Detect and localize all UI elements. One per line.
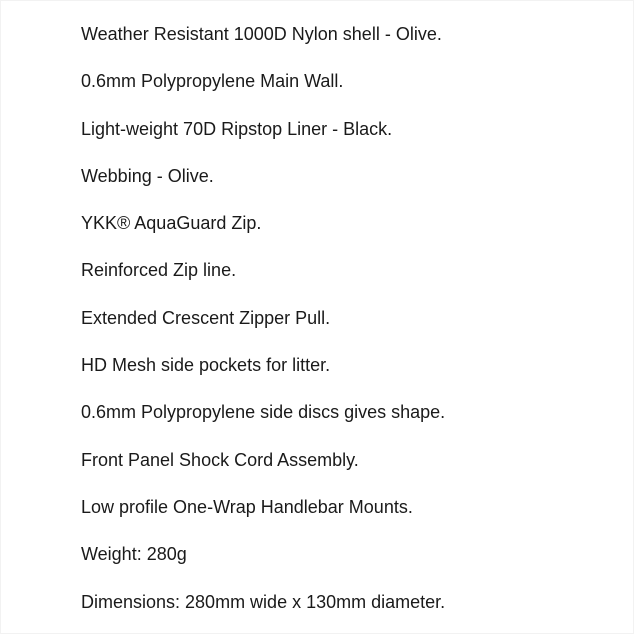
spec-item-mesh-pockets: HD Mesh side pockets for litter. <box>81 355 331 376</box>
spec-item-shell: Weather Resistant 1000D Nylon shell - Olive. <box>81 24 442 44</box>
spec-item-shock-cord: Front Panel Shock Cord Assembly. <box>81 449 359 470</box>
spec-item-weight: Weight: 280g <box>81 544 187 565</box>
spec-item-zipper-pull: Extended Crescent Zipper Pull. <box>81 307 331 328</box>
spec-item-liner: Light-weight 70D Ripstop Liner - Black. <box>81 118 393 139</box>
spec-item-side-discs: 0.6mm Polypropylene side discs gives shape. <box>81 402 446 423</box>
spec-item-dimensions: Dimensions: 280mm wide x 130mm diameter. <box>81 591 446 612</box>
spec-item-zip: YKK® AquaGuard Zip. <box>81 213 262 234</box>
spec-item-mounts: Low profile One-Wrap Handlebar Mounts. <box>81 496 413 517</box>
spec-item-main-wall: 0.6mm Polypropylene Main Wall. <box>81 71 344 92</box>
spec-item-webbing: Webbing - Olive. <box>81 165 214 186</box>
spec-list <box>81 22 621 637</box>
spec-item-zip-line: Reinforced Zip line. <box>81 260 237 281</box>
